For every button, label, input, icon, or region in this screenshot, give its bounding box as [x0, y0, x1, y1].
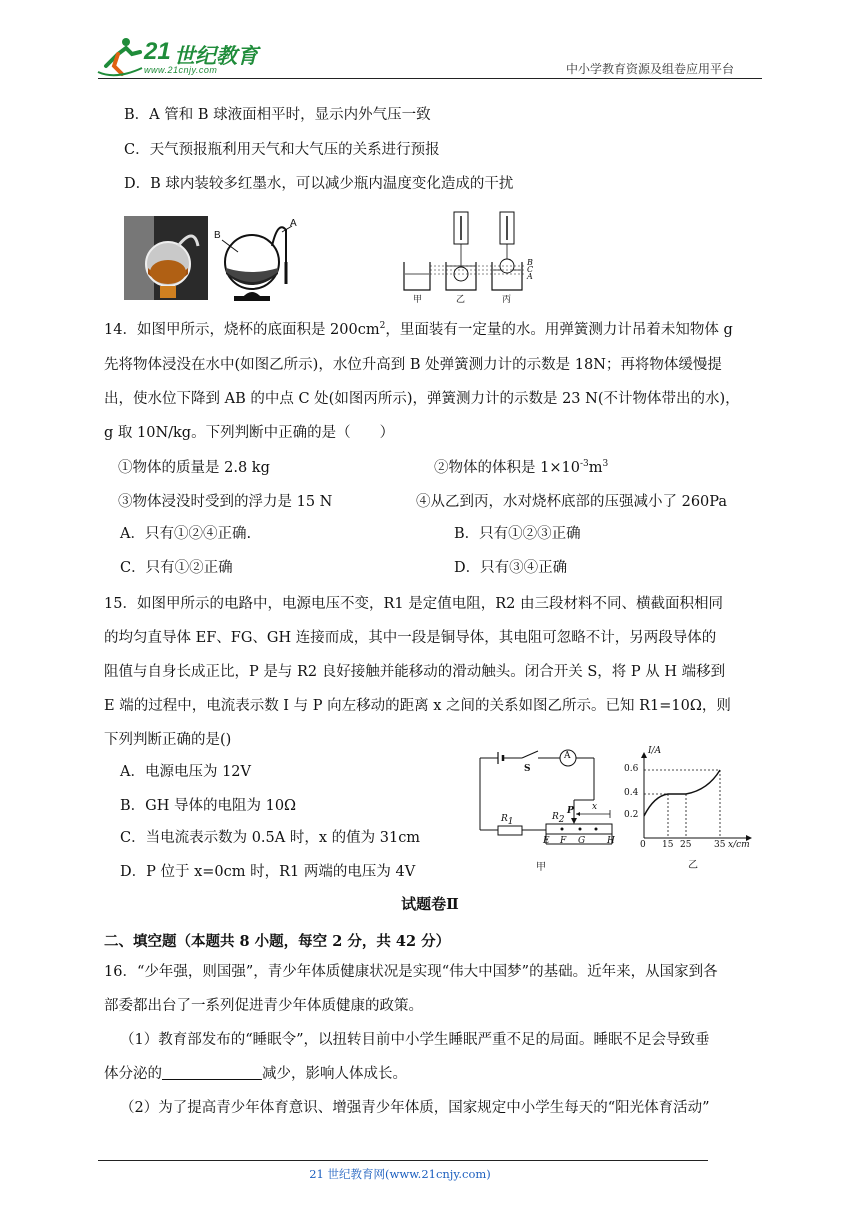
xtick-25: 25 [680, 840, 692, 850]
beaker-caption-bing: 丙 [502, 295, 512, 305]
xtick-0: 0 [640, 840, 646, 850]
q15-option-c: C．当电流表示数为 0.5A 时，x 的值为 31cm [120, 830, 421, 846]
q15-line-4: E 端的过程中，电流表示数 I 与 P 向左移动的距离 x 之间的关系如图乙所示。已知 R1=10Ω，则 [104, 698, 731, 714]
slider-p-label: P [567, 806, 574, 816]
q13-option-c: C．天气预报瓶利用天气和大气压的关系进行预报 [124, 142, 440, 158]
beaker-figure [400, 208, 540, 304]
weather-bottle-diagram [212, 212, 298, 302]
beaker-caption-yi: 乙 [456, 295, 466, 305]
q14-line-4: g 取 10N/kg。下列判断中正确的是（ ） [104, 425, 395, 441]
q14-statement-3: ③物体浸没时受到的浮力是 15 N [118, 494, 333, 510]
q16-part1-line-1: （1）教育部发布的“睡眠令”，以扭转目前中小学生睡眠严重不足的局面。睡眠不足会导致垂 [120, 1032, 710, 1048]
node-f: F [560, 836, 567, 846]
graph-xunit: x/cm [728, 840, 750, 850]
label-b: B [214, 230, 221, 241]
site-logo [96, 34, 266, 80]
footer-rule [98, 1160, 708, 1161]
label-a: A [290, 218, 297, 229]
graph-caption: 乙 [688, 860, 698, 871]
q14-option-b: B．只有①②③正确 [454, 526, 581, 542]
ammeter-label: A [564, 751, 571, 761]
ytick-04: 0.4 [624, 788, 639, 798]
q14-line-1: 14．如图甲所示，烧杯的底面积是 $200cm^2$，里面装有一定量的水。用弹簧测力计吊着未知物体 g [104, 321, 733, 338]
node-e: E [543, 836, 550, 846]
answer-blank[interactable] [162, 1065, 262, 1080]
footer-text: 21 世纪教育网(www.21cnjy.com) [309, 1167, 491, 1181]
runner-logo-icon [96, 36, 144, 78]
q14-line-3: 出，使水位下降到 AB 的中点 C 处(如图丙所示)，弹簧测力计的示数是 23 N(不计物体带出的水)， [104, 391, 740, 407]
logo-number: 21 [144, 38, 171, 65]
q14-statement-1: ①物体的质量是 2.8 kg [118, 460, 270, 476]
level-label-b: B [527, 258, 533, 267]
q13-option-d: D．B 球内装较多红墨水，可以减少瓶内温度变化造成的干扰 [124, 176, 514, 192]
q14-statement-4: ④从乙到丙，水对烧杯底部的压强减小了 260Pa [416, 494, 728, 510]
circuit-diagram [476, 748, 626, 874]
ytick-06: 0.6 [624, 764, 639, 774]
header-rule [98, 78, 762, 79]
xtick-15: 15 [662, 840, 674, 850]
switch-label: S [524, 764, 531, 774]
q15-option-b: B．GH 导体的电阻为 10Ω [120, 798, 297, 814]
q16-line-2: 部委都出台了一系列促进青少年体质健康的政策。 [104, 998, 423, 1014]
q14-option-d: D．只有③④正确 [454, 560, 568, 576]
graph-ylabel: I/A [648, 746, 662, 756]
q14-line-2: 先将物体浸没在水中(如图乙所示)，水位升高到 B 处弹簧测力计的示数是 18N；再将物体缓慢提 [104, 357, 722, 373]
q16-line-1: 16．“少年强，则国强”，青少年体质健康状况是实现“伟大中国梦”的基础。近年来，从国家到各 [104, 964, 718, 980]
logo-url: www.21cnjy.com [144, 65, 218, 75]
circuit-caption: 甲 [536, 862, 546, 873]
r1-label: $R_1$ [501, 814, 514, 827]
level-label-c: C [527, 265, 534, 274]
beaker-caption-jia: 甲 [413, 295, 423, 305]
q14-option-a: A．只有①②④正确. [120, 526, 252, 542]
header-platform-text: 中小学教育资源及组卷应用平台 [566, 62, 735, 76]
q15-option-a: A．电源电压为 12V [120, 764, 252, 780]
q15-option-d: D．P 位于 x=0cm 时，R1 两端的电压为 4V [120, 864, 416, 880]
q16-part2-line-1: （2）为了提高青少年体育意识、增强青少年体质，国家规定中小学生每天的“阳光体育活动” [120, 1100, 710, 1116]
node-h: H [607, 836, 615, 846]
logo-chinese: 世纪教育 [174, 44, 258, 68]
weather-bottle-photo [124, 216, 208, 300]
q14-option-c: C．只有①②正确 [120, 560, 233, 576]
q14-statement-2: ②物体的体积是 $1\times 10^{-3}m^3$ [434, 459, 609, 476]
q15-line-2: 的均匀直导体 EF、FG、GH 连接而成，其中一段是铜导体，其电阻可忽略不计，另两段导体的 [104, 630, 717, 646]
xtick-35: 35 [714, 840, 726, 850]
section-heading: 二、填空题（本题共 8 小题，每空 2 分，共 42 分） [104, 933, 451, 950]
q15-line-1: 15．如图甲所示的电路中，电源电压不变，R1 是定值电阻，R2 由三段材料不同、横截面积相同 [104, 596, 723, 612]
section-title: 试题卷Ⅱ [401, 895, 459, 913]
x-label: x [592, 802, 598, 812]
r2-label: $R_2$ [552, 812, 565, 825]
node-g: G [578, 836, 586, 846]
q15-line-3: 阻值与自身长成正比，P 是与 R2 良好接触并能移动的滑动触头。闭合开关 S，将 P 从 H 端移到 [104, 664, 726, 680]
q15-line-5: 下列判断正确的是() [104, 732, 232, 748]
q13-option-b: B．A 管和 B 球液面相平时，显示内外气压一致 [124, 107, 431, 123]
q16-part1-line-2: 体分泌的 减少，影响人体成长。 [104, 1066, 407, 1082]
current-graph [624, 744, 764, 874]
ytick-02: 0.2 [624, 810, 639, 820]
level-label-a: A [527, 272, 533, 281]
